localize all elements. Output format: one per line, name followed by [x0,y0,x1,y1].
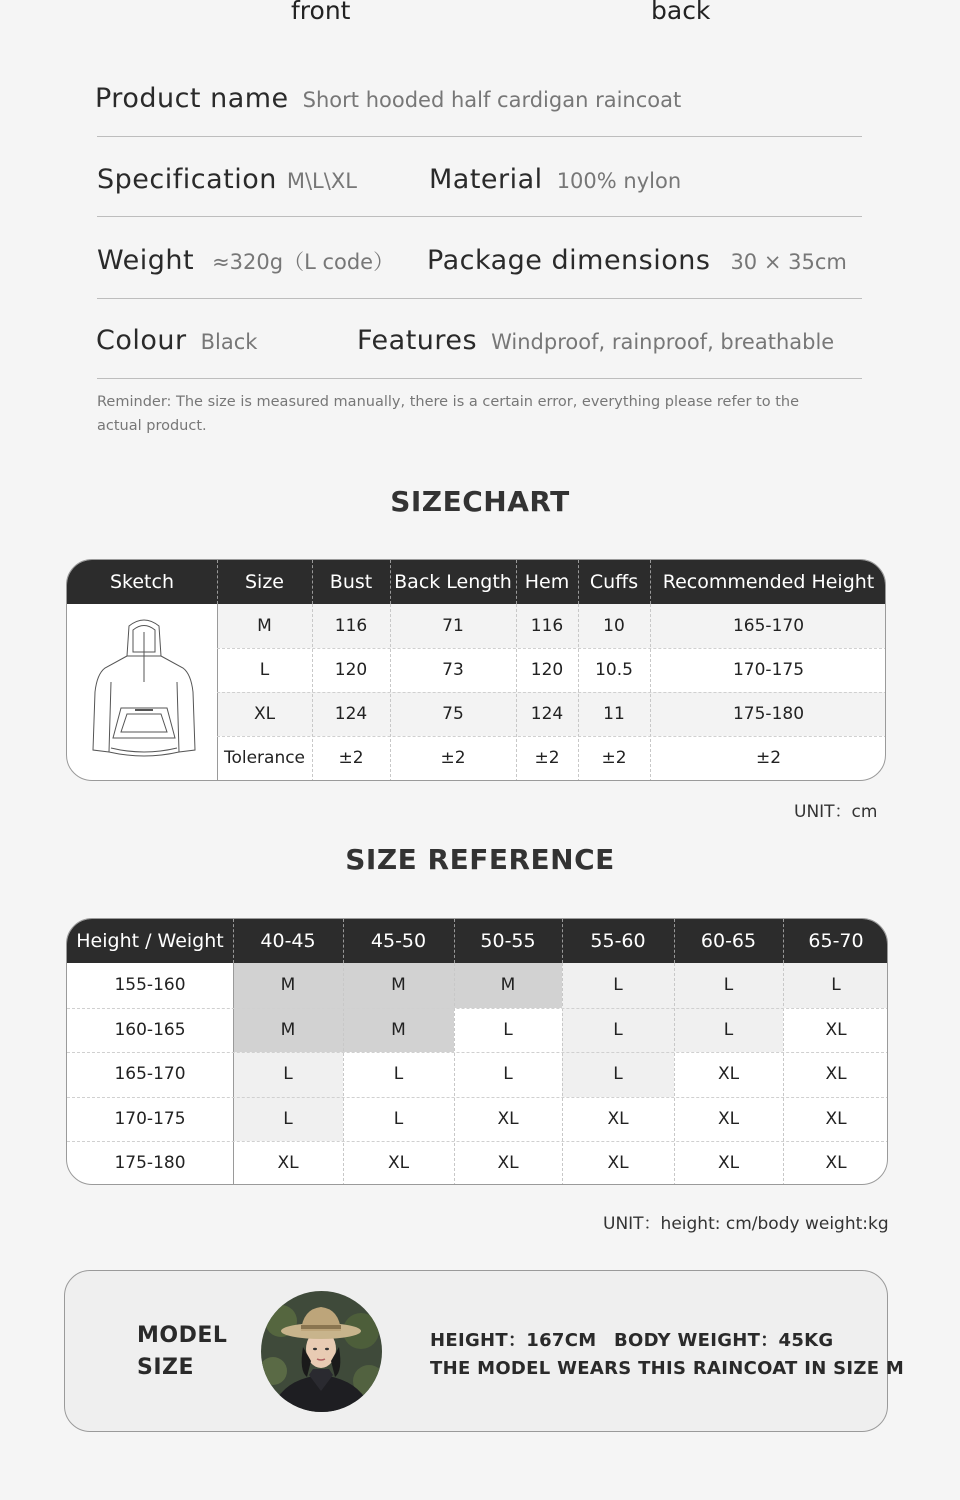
header-cuffs: Cuffs [589,571,639,593]
sizechart-cell: Tolerance [223,748,306,768]
sizechart-cell: 71 [442,616,464,636]
colour-key: Colour [96,325,187,356]
reference-cell: L [723,975,734,995]
reference-cell: L [503,1019,513,1040]
reference-header-cell: 65-70 [808,930,864,952]
sizechart-cell: 124 [530,704,564,724]
reference-cell: XL [825,1108,847,1129]
sizechart-cell: 124 [334,704,368,724]
reference-unit: UNIT：height: cm/body weight:kg [603,1214,889,1234]
header-hem: Hem [524,571,570,593]
reference-cell: 160-165 [114,1019,186,1040]
package-item [427,245,847,276]
sizechart-cell: ±2 [601,748,627,768]
package-value: 30 × 35cm [730,250,847,274]
model-height: HEIGHT：167CM [430,1330,597,1351]
sizechart-cell: XL [253,704,276,724]
front-label: front [291,0,351,25]
header-recommended-height: Recommended Height [662,571,875,593]
material-value: 100% nylon [556,169,682,193]
reference-cell: 175-180 [114,1153,186,1174]
sizechart-cell: 120 [530,660,564,680]
reference-title: SIZE REFERENCE [345,843,615,876]
sizechart-title: SIZECHART [390,485,570,518]
reference-cell: M [500,975,516,995]
sizechart-cell: 175-180 [732,704,805,724]
header-size: Size [244,571,284,593]
model-weight: BODY WEIGHT：45KG [614,1330,834,1351]
reference-cell: XL [717,1064,740,1085]
sizechart-cell: L [259,660,270,680]
reference-cell: M [391,975,406,995]
material-key: Material [429,164,543,195]
sizechart-cell: ±2 [534,748,560,768]
sizechart-cell: 11 [603,704,625,724]
model-avatar [261,1291,382,1412]
model-label-line2: SIZE [137,1355,195,1380]
info-row-product [97,80,862,137]
reference-cell: 165-170 [114,1064,186,1085]
reference-cell: L [393,1064,404,1085]
sizechart-unit: UNIT：cm [794,802,878,822]
info-row-weight [97,217,862,299]
info-row-colour [97,299,862,379]
sizechart-cell: 116 [334,616,368,636]
reference-header-cell: 50-55 [480,930,536,952]
reference-header-cell: Height / Weight [76,930,224,952]
reference-header-cell: 45-50 [370,930,427,952]
product-name-item [95,83,681,114]
reference-cell: L [613,975,623,995]
product-name-value: Short hooded half cardigan raincoat [302,88,682,112]
sizechart-cell: 120 [334,660,368,680]
reference-cell: L [503,1064,513,1085]
sizechart-cell: M [257,616,272,636]
reference-cell: L [393,1108,404,1129]
reference-cell: XL [607,1108,629,1129]
reference-cell: XL [277,1153,299,1174]
specification-key: Specification [97,164,277,195]
sizechart-cell: 10 [603,616,625,636]
reference-cell: L [723,1019,734,1040]
sizechart-cell: ±2 [755,748,782,768]
reference-cell: XL [825,1153,847,1174]
header-bust: Bust [329,571,373,593]
sizechart-cell: 170-175 [732,660,805,680]
reference-cell: L [283,1064,293,1085]
back-label: back [651,0,711,25]
reminder-note: Reminder: The size is measured manually, there is a certain error, everything please refer to the actual product. [97,394,800,434]
specification-item [97,164,357,195]
reference-cell: M [280,975,296,995]
size-reference-table [66,918,888,1185]
reference-cell: M [280,1019,296,1040]
package-key: Package dimensions [427,245,711,276]
reference-cell: XL [825,1064,847,1085]
reference-cell: XL [607,1153,629,1174]
weight-key: Weight [97,245,195,276]
reference-cell: XL [717,1108,740,1129]
sizechart-table [66,559,886,781]
reference-cell: 170-175 [114,1108,186,1129]
reference-cell: M [391,1019,406,1040]
material-item [429,164,681,195]
reference-cell: 155-160 [114,975,186,995]
features-key: Features [357,325,478,356]
info-row-spec [97,137,862,217]
reference-header-cell: 55-60 [590,930,646,952]
features-value: Windproof, rainproof, breathable [491,330,835,354]
weight-value: ≈320g（L code） [212,250,395,274]
sizechart-cell: 165-170 [732,616,805,636]
colour-item [96,325,257,356]
sizechart-cell: 10.5 [595,660,633,680]
reference-header-cell: 40-45 [260,930,316,952]
reference-header-cell: 60-65 [700,930,757,952]
sizechart-cell: 75 [442,704,464,724]
sizechart-cell: ±2 [440,748,466,768]
reference-cell: XL [497,1153,519,1174]
reference-cell: XL [825,1019,847,1040]
sizechart-cell: ±2 [338,748,364,768]
reference-cell: XL [497,1108,519,1129]
product-name-key: Product name [95,83,289,114]
header-sketch: Sketch [109,571,174,593]
header-back-length: Back Length [394,571,512,593]
sizechart-cell: 73 [442,660,464,680]
model-label-line1: MODEL [137,1323,228,1348]
specification-value: M\L\XL [286,169,357,193]
reference-cell: L [283,1108,293,1129]
reference-cell: L [613,1019,623,1040]
weight-item [97,245,394,276]
reference-cell: L [831,975,841,995]
sizechart-cell: 116 [530,616,564,636]
reference-cell: XL [717,1153,740,1174]
model-wears-size: THE MODEL WEARS THIS RAINCOAT IN SIZE M [430,1358,905,1379]
features-item [357,325,834,356]
reference-cell: L [613,1064,623,1085]
raincoat-sketch-icon [89,612,199,760]
reference-cell: XL [387,1153,410,1174]
colour-value: Black [200,330,258,354]
